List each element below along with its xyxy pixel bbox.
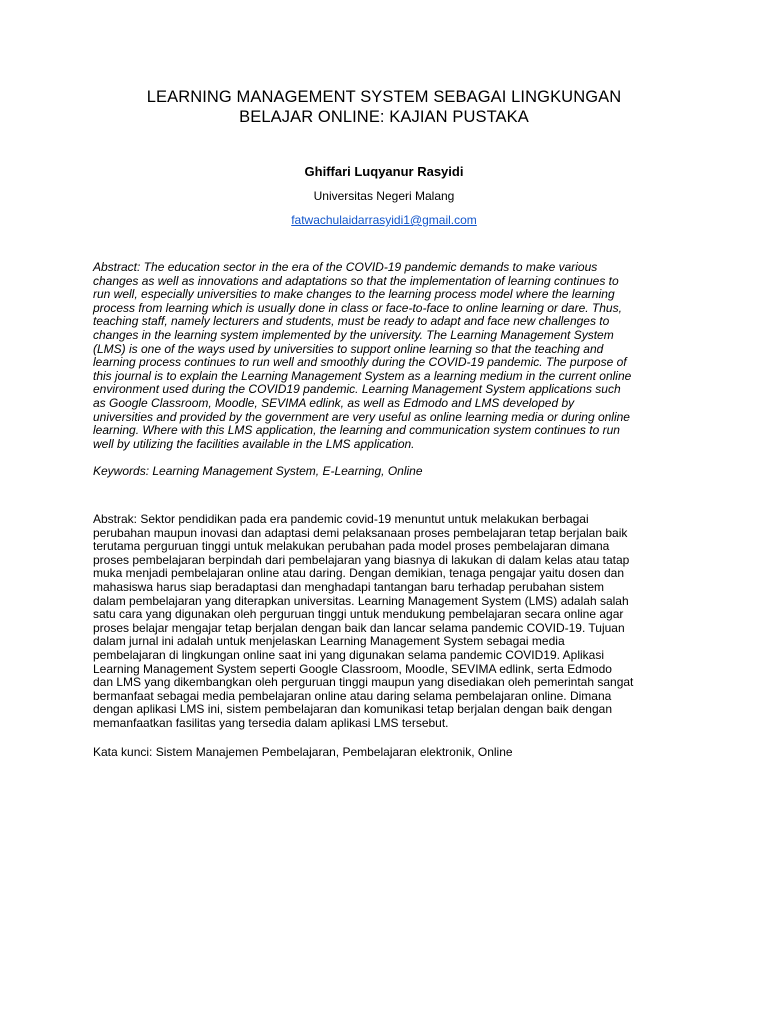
abstrak-line: dengan aplikasi LMS ini, sistem pembelajaran dan komunikasi tetap berjalan dengan baik dengan [93,702,612,717]
abstract-line: process from learning which is usually done in class or face-to-face to online learning or dare. Thus, [93,300,622,315]
abstract-line: Abstract: The education sector in the era of the COVID-19 pandemic demands to make various [93,260,598,274]
abstrak-line: pembelajaran di lingkungan online saat ini yang digunakan selama pandemic COVID19. Aplikasi [93,647,604,662]
abstract-line: changes as well as innovations and adaptations so that the implementation of learning continues to [93,273,619,288]
title-line: LEARNING MANAGEMENT SYSTEM SEBAGAI LINGKUNGAN [146,88,622,106]
abstract-line: teaching staff, namely lecturers and students, must be ready to adapt and face new challenges to [93,314,610,329]
author-affiliation: Universitas Negeri Malang [313,189,455,203]
abstract-line: run well, especially universities to make changes to the learning process model where the learning [93,287,615,302]
abstract-line: universities and provided by the government are very useful as online learning media or during online [93,409,630,424]
abstract-indonesian [93,513,675,731]
author-name: Ghiffari Luqyanur Rasyidi [304,164,464,179]
abstract-line: learning process continues to run well and smoothly during the COVID-19 pandemic. The purpose of [93,355,627,370]
abstrak-line: Learning Management System seperti Google Classroom, Moodle, SEVIMA edlink, serta Edmodo [93,661,612,676]
abstract-line: (LMS) is one of the ways used by universities to support online learning so that the teaching and [93,341,604,356]
abstract-line: as Google Classroom, Moodle, SEVIMA edlink, as well as Edmodo and LMS developed by [93,395,575,410]
abstrak-line: mahasiswa harus siap beradaptasi dan menghadapi tantangan baru terhadap perubahan sistem [93,579,605,594]
abstrak-line: satu cara yang digunakan oleh perguruan tinggi untuk mendukung pembelajaran secara online agar [93,607,624,622]
title-line: BELAJAR ONLINE: KAJIAN PUSTAKA [239,108,529,126]
abstrak-line: terutama perguruan tinggi untuk melakukan perubahan pada model proses pembelajaran dimana [93,539,610,554]
author-email-container [0,212,768,228]
abstract-line: environment used during the COVID19 pandemic. Learning Management System applications such [93,382,621,397]
abstrak-line: dalam jurnal ini adalah untuk menjelaskan Learning Management System sebagai media [93,634,565,649]
abstrak-line: proses pembelajaran berpindah dari pembelajaran yang biasnya di lakukan di dalam kelas atau tatap [93,552,630,567]
abstrak-line: muka menjadi pembelajaran online atau daring. Dengan demikian, tenaga pengajar yaitu dosen dan [93,566,625,581]
keywords-indonesian: Kata kunci: Sistem Manajemen Pembelajaran, Pembelajaran elektronik, Online [93,745,513,759]
abstract-english [93,261,675,451]
abstrak-line: perubahan maupun inovasi dan adaptasi demi pelaksanaan proses pembelajaran tetap berjalan baik [93,525,628,540]
paper-title [90,87,678,127]
abstract-line: changes in the learning system implemented by the university. The Learning Management System [93,327,614,342]
abstrak-line: bermanfaat sebagai media pembelajaran online atau daring selama pembelajaran online. Dimana [93,688,612,703]
abstract-line: this journal is to explain the Learning Management System as a learning medium in the current online [93,368,632,383]
abstrak-line: memanfaatkan fasilitas yang tersedia dalam aplikasi LMS tersebut. [93,715,449,730]
abstrak-line: dalam pembelajaran yang diterapkan universitas. Learning Management System (LMS) adalah salah [93,593,629,608]
abstrak-line: Abstrak: Sektor pendidikan pada era pandemic covid-19 menuntut untuk melakukan berbagai [93,512,589,526]
author-email-link[interactable]: fatwachulaidarrasyidi1@gmail.com [291,213,477,227]
abstract-line: well by utilizing the facilities available in the LMS application. [93,436,415,451]
abstrak-line: dan LMS yang dikembangkan oleh perguruan tinggi maupun yang disediakan oleh pemerintah sangat [93,675,634,690]
abstrak-line: proses belajar mengajar tetap berjalan dengan baik dan lancar selama pandemic COVID-19. Tujuan [93,620,625,635]
abstract-line: learning. Where with this LMS application, the learning and communication system continues to run [93,423,620,438]
keywords-english: Keywords: Learning Management System, E-Learning, Online [93,464,423,478]
